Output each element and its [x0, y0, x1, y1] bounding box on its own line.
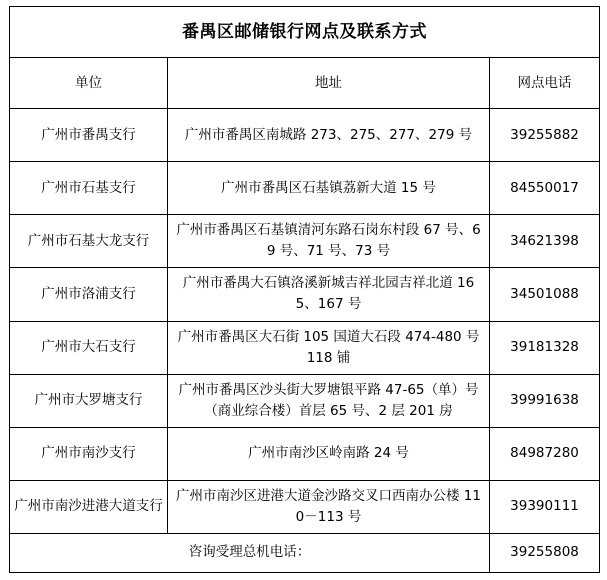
branch-phone: 84550017	[490, 162, 600, 215]
branch-name: 广州市大罗塘支行	[10, 374, 168, 427]
branch-address: 广州市番禺区大石街 105 国道大石段 474-480 号 118 铺	[168, 321, 490, 374]
table-row	[10, 215, 600, 268]
header-unit: 单位	[10, 58, 168, 109]
header-row	[10, 58, 600, 109]
table-row	[10, 268, 600, 321]
branch-phone: 39991638	[490, 374, 600, 427]
branch-address: 广州市番禺区石基镇清河东路石岗东村段 67 号、69 号、71 号、73 号	[168, 215, 490, 268]
branch-phone: 39181328	[490, 321, 600, 374]
title-row	[10, 7, 600, 58]
branch-phone: 34501088	[490, 268, 600, 321]
branch-name: 广州市石基支行	[10, 162, 168, 215]
branch-address: 广州市番禺区南城路 273、275、277、279 号	[168, 109, 490, 162]
table-title: 番禺区邮储银行网点及联系方式	[10, 7, 600, 58]
branch-name: 广州市石基大龙支行	[10, 215, 168, 268]
footer-row	[10, 533, 600, 572]
branch-name: 广州市南沙进港大道支行	[10, 480, 168, 533]
branch-name: 广州市南沙支行	[10, 427, 168, 480]
branch-address: 广州市番禺区石基镇荔新大道 15 号	[168, 162, 490, 215]
branch-address: 广州市番禺大石镇洛溪新城吉祥北园吉祥北道 165、167 号	[168, 268, 490, 321]
table-row	[10, 480, 600, 533]
header-address: 地址	[168, 58, 490, 109]
table-row	[10, 374, 600, 427]
branch-contact-table	[9, 6, 600, 573]
table-row	[10, 321, 600, 374]
table-row	[10, 427, 600, 480]
table-row	[10, 162, 600, 215]
header-phone: 网点电话	[490, 58, 600, 109]
branch-name: 广州市洛浦支行	[10, 268, 168, 321]
hotline-label: 咨询受理总机电话：	[10, 533, 490, 572]
branch-address: 广州市番禺区沙头街大罗塘银平路 47-65（单）号（商业综合楼）首层 65 号、2 层 201 房	[168, 374, 490, 427]
branch-phone: 34621398	[490, 215, 600, 268]
branch-phone: 84987280	[490, 427, 600, 480]
branch-phone: 39390111	[490, 480, 600, 533]
branch-name: 广州市番禺支行	[10, 109, 168, 162]
table-row	[10, 109, 600, 162]
branch-name: 广州市大石支行	[10, 321, 168, 374]
branch-address: 广州市南沙区岭南路 24 号	[168, 427, 490, 480]
branch-phone: 39255882	[490, 109, 600, 162]
branch-address: 广州市南沙区进港大道金沙路交叉口西南办公楼 110－113 号	[168, 480, 490, 533]
hotline-phone: 39255808	[490, 533, 600, 572]
